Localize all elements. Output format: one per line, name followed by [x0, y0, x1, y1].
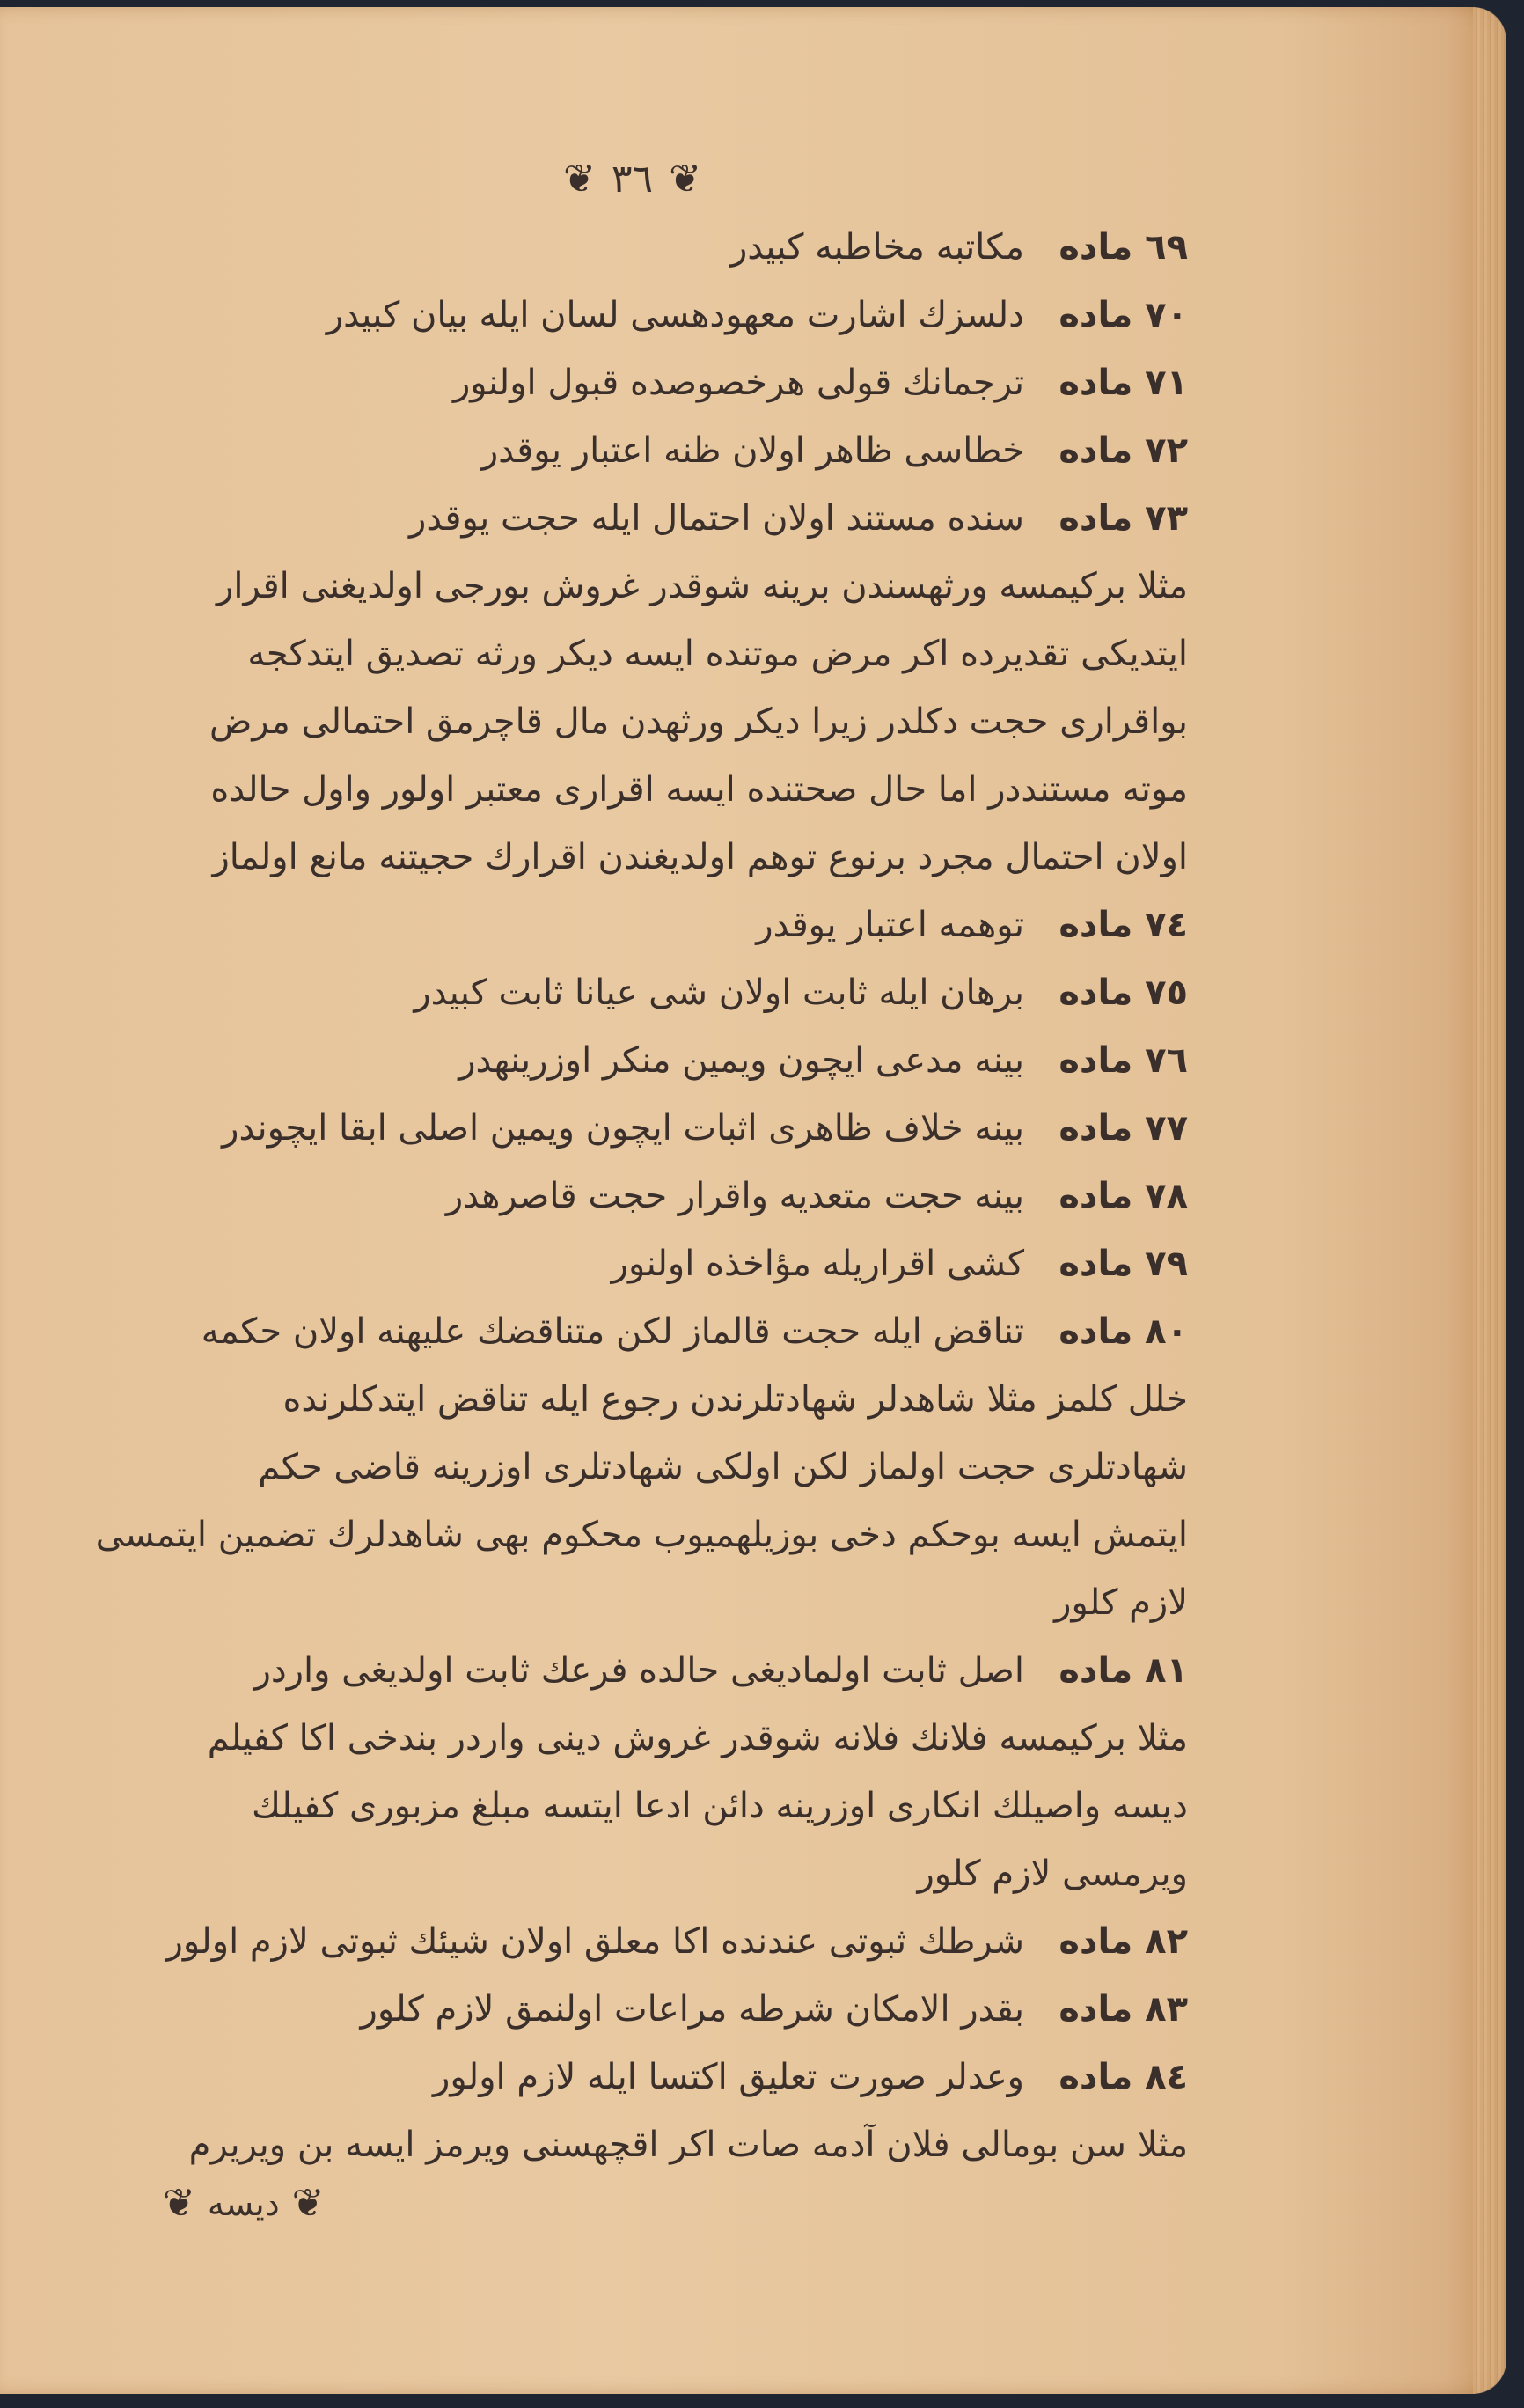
article-number: ٧٣ ماده: [1059, 498, 1188, 539]
article-number: ٧١ ماده: [1059, 363, 1188, 403]
text-line: [106, 1434, 1188, 1501]
line-text: دلسزك اشارت معهودهسی لسان ايله بيان كبيدر: [326, 295, 1024, 335]
line-text: ايتمش ايسه بوحكم دخی بوزيلهميوب محكوم بهی شاهدلرك تضمين ايتمسی: [95, 1515, 1188, 1555]
article-number: ٧٢ ماده: [1059, 430, 1188, 471]
text-line: [106, 2111, 1188, 2179]
article-number: ٧٩ ماده: [1059, 1244, 1188, 1284]
line-text: خطاسی ظاهر اولان ظنه اعتبار يوقدر: [480, 430, 1024, 471]
line-text: بقدر الامكان شرطه مراعات اولنمق لازم كلور: [360, 1989, 1024, 2030]
text-line: [106, 349, 1188, 417]
text-line: [106, 824, 1188, 892]
line-text: ايتديكی تقديرده اكر مرض موتنده ايسه ديكر ورثه تصديق ايتدكجه: [247, 634, 1188, 674]
line-text: توهمه اعتبار يوقدر: [756, 905, 1024, 945]
text-line: [106, 688, 1188, 756]
page-footer: [163, 2181, 325, 2226]
article-number: ٨٣ ماده: [1059, 1989, 1188, 2030]
article-number: ٧٧ ماده: [1059, 1108, 1188, 1149]
page-header: [563, 157, 701, 202]
line-text: ديسه واصيلك انكاری اوزرينه دائن ادعا ايتسه مبلغ مزبوری كفيلك: [252, 1786, 1188, 1826]
article-number: ٧٦ ماده: [1059, 1040, 1188, 1081]
line-text: سنده مستند اولان احتمال ايله حجت يوقدر: [409, 498, 1024, 539]
text-line: [106, 1366, 1188, 1434]
ornament-icon: ❦: [563, 157, 596, 202]
line-text: موته مستنددر اما حال صحتنده ايسه اقراری معتبر اولور واول حالده: [210, 769, 1188, 810]
article-number: ٧٥ ماده: [1059, 973, 1188, 1013]
text-line: [106, 553, 1188, 620]
article-number: ٨١ ماده: [1059, 1650, 1188, 1691]
text-line: [106, 959, 1188, 1027]
line-text: مثلا سن بومالی فلان آدمه صات اكر اقچهسنی ويرمز ايسه بن ويريرم: [188, 2125, 1188, 2165]
line-text: برهان ايله ثابت اولان شی عيانا ثابت كبيدر: [414, 973, 1024, 1013]
line-text: ويرمسی لازم كلور: [917, 1854, 1188, 1894]
line-text: بينه خلاف ظاهری اثبات ايچون ويمين اصلی ابقا ايچوندر: [222, 1108, 1024, 1149]
line-text: بواقراری حجت دكلدر زيرا ديكر ورثهدن مال قاچرمق احتمالی مرض: [209, 701, 1188, 742]
text-line: [106, 892, 1188, 959]
catchword: ديسه: [207, 2184, 280, 2223]
article-number: ٧٤ ماده: [1059, 905, 1188, 945]
line-text: اصل ثابت اولماديغی حالده فرعك ثابت اولديغی واردر: [253, 1650, 1024, 1691]
text-line: [106, 756, 1188, 824]
text-line: [106, 1027, 1188, 1095]
text-line: [106, 1095, 1188, 1163]
line-text: شهادتلری حجت اولماز لكن اولكی شهادتلری اوزرينه قاضی حكم: [258, 1447, 1188, 1487]
line-text: خلل كلمز مثلا شاهدلر شهادتلرندن رجوع ايله تناقض ايتدكلرنده: [282, 1379, 1188, 1420]
ornament-icon: ❦: [669, 157, 702, 202]
text-line: [106, 1840, 1188, 1908]
page-edge: [1473, 7, 1506, 2394]
text-line: [106, 1976, 1188, 2044]
line-text: تناقض ايله حجت قالماز لكن متناقضك عليهنه اولان حكمه: [201, 1311, 1024, 1352]
ornament-icon: ❦: [291, 2181, 325, 2226]
book-page: [0, 7, 1506, 2394]
line-text: كشی اقراريله مؤاخذه اولنور: [611, 1244, 1024, 1284]
article-number: ٦٩ ماده: [1059, 227, 1188, 268]
text-line: [106, 1569, 1188, 1637]
text-line: [106, 1908, 1188, 1976]
text-line: [106, 1298, 1188, 1366]
line-text: مثلا بركيمسه فلانك فلانه شوقدر غروش دينی واردر بندخی اكا كفيلم: [207, 1718, 1188, 1758]
text-line: [106, 214, 1188, 282]
line-text: بينه حجت متعديه واقرار حجت قاصرهدر: [445, 1176, 1024, 1216]
line-text: اولان احتمال مجرد برنوع توهم اولديغندن اقرارك حجيتنه مانع اولماز: [212, 837, 1188, 877]
article-number: ٧٨ ماده: [1059, 1176, 1188, 1216]
page-number: ٣٦: [611, 157, 654, 202]
text-line: [106, 2044, 1188, 2111]
text-line: [106, 282, 1188, 349]
line-text: وعدلر صورت تعليق اكتسا ايله لازم اولور: [433, 2057, 1024, 2097]
line-text: بينه مدعی ايچون ويمين منكر اوزرينهدر: [458, 1040, 1024, 1081]
text-line: [95, 1501, 1188, 1569]
text-line: [106, 1637, 1188, 1705]
article-number: ٧٠ ماده: [1059, 295, 1188, 335]
text-line: [106, 485, 1188, 553]
text-line: [106, 417, 1188, 485]
article-number: ٨٢ ماده: [1059, 1921, 1188, 1962]
line-text: مثلا بركيمسه ورثهسندن برينه شوقدر غروش بورجی اولديغنی اقرار: [216, 566, 1188, 606]
line-text: ترجمانك قولی هرخصوصده قبول اولنور: [452, 363, 1024, 403]
text-line: [106, 620, 1188, 688]
article-number: ٨٠ ماده: [1059, 1311, 1188, 1352]
line-text: لازم كلور: [1054, 1582, 1188, 1623]
article-number: ٨٤ ماده: [1059, 2057, 1188, 2097]
text-line: [106, 1230, 1188, 1298]
line-text: شرطك ثبوتی عندنده اكا معلق اولان شيئك ثبوتی لازم اولور: [165, 1921, 1024, 1962]
article-lines: [95, 214, 1188, 2179]
text-line: [106, 1705, 1188, 1773]
text-line: [106, 1773, 1188, 1840]
ornament-icon: ❦: [163, 2181, 195, 2226]
text-line: [106, 1163, 1188, 1230]
line-text: مكاتبه مخاطبه كبيدر: [729, 227, 1024, 268]
